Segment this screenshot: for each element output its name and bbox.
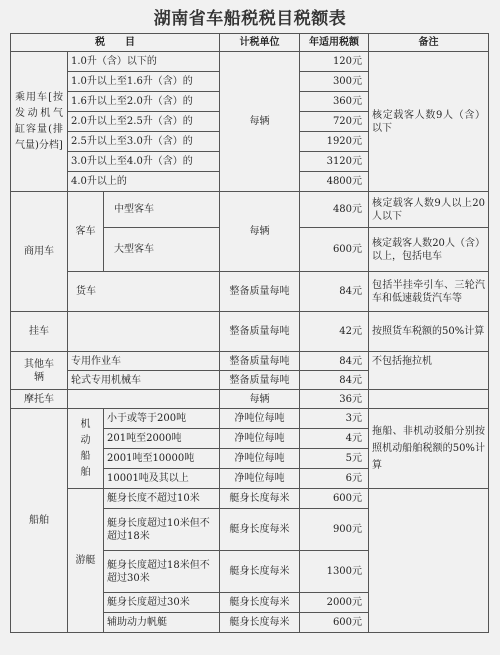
table-row xyxy=(11,52,489,72)
table-row xyxy=(11,352,489,371)
bus-type: 大型客车 xyxy=(104,228,220,272)
trailer-amount: 42元 xyxy=(300,312,369,352)
empty-cell xyxy=(68,312,220,352)
yacht-type: 辅助动力帆艇 xyxy=(104,613,220,633)
passenger-amount: 1920元 xyxy=(300,132,369,152)
motor-amount: 5元 xyxy=(300,449,369,469)
other-unit: 整备质量每吨 xyxy=(220,371,300,390)
bus-unit: 每辆 xyxy=(220,192,300,272)
table-row xyxy=(11,192,489,228)
motor-amount: 6元 xyxy=(300,469,369,489)
empty-cell xyxy=(369,489,489,633)
yacht-label: 游艇 xyxy=(68,489,104,633)
trailer-note: 按照货车税额的50%计算 xyxy=(369,312,489,352)
truck-note: 包括半挂牵引车、三轮汽车和低速载货汽车等 xyxy=(369,272,489,312)
passenger-category: 乘用车[按发动机气缸容量(排气量)分档] xyxy=(11,52,68,192)
bus-note: 核定载客人数20人（含）以上，包括电车 xyxy=(369,228,489,272)
table-row xyxy=(11,409,489,429)
passenger-amount: 3120元 xyxy=(300,152,369,172)
table-header-row xyxy=(11,34,489,52)
table-row xyxy=(11,489,489,509)
yacht-unit: 艇身长度每米 xyxy=(220,613,300,633)
passenger-amount: 300元 xyxy=(300,72,369,92)
table-row xyxy=(11,272,489,312)
bus-amount: 480元 xyxy=(300,192,369,228)
passenger-range: 4.0升以上的 xyxy=(68,172,220,192)
yacht-amount: 900元 xyxy=(300,509,369,551)
other-amount: 84元 xyxy=(300,371,369,390)
passenger-note: 核定载客人数9人（含）以下 xyxy=(369,52,489,192)
passenger-range: 2.5升以上至3.0升（含）的 xyxy=(68,132,220,152)
passenger-amount: 360元 xyxy=(300,92,369,112)
header-note: 备注 xyxy=(369,34,489,52)
motor-note: 拖船、非机动驳船分别按照机动船舶税额的50%计算 xyxy=(369,409,489,489)
bus-amount: 600元 xyxy=(300,228,369,272)
bus-type: 中型客车 xyxy=(104,192,220,228)
bus-label: 客车 xyxy=(68,192,104,272)
passenger-range: 1.0升以上至1.6升（含）的 xyxy=(68,72,220,92)
empty-cell xyxy=(369,390,489,409)
commercial-category: 商用车 xyxy=(11,192,68,312)
passenger-amount: 120元 xyxy=(300,52,369,72)
other-unit: 整备质量每吨 xyxy=(220,352,300,371)
other-type: 专用作业车 xyxy=(68,352,220,371)
motor-unit: 净吨位每吨 xyxy=(220,409,300,429)
motor-unit: 净吨位每吨 xyxy=(220,449,300,469)
header-unit: 计税单位 xyxy=(220,34,300,52)
motor-type: 2001吨至10000吨 xyxy=(104,449,220,469)
yacht-unit: 艇身长度每米 xyxy=(220,551,300,593)
other-type: 轮式专用机械车 xyxy=(68,371,220,390)
truck-unit: 整备质量每吨 xyxy=(220,272,300,312)
empty-cell xyxy=(68,390,220,409)
yacht-unit: 艇身长度每米 xyxy=(220,489,300,509)
table-row xyxy=(11,390,489,409)
other-category: 其他车辆 xyxy=(11,352,68,390)
bus-note: 核定载客人数9人以上20人以下 xyxy=(369,192,489,228)
yacht-amount: 2000元 xyxy=(300,593,369,613)
tax-table xyxy=(10,33,489,633)
yacht-amount: 600元 xyxy=(300,489,369,509)
yacht-unit: 艇身长度每米 xyxy=(220,593,300,613)
vessel-category: 船舶 xyxy=(11,409,68,633)
truck-amount: 84元 xyxy=(300,272,369,312)
passenger-range: 2.0升以上至2.5升（含）的 xyxy=(68,112,220,132)
motor-unit: 净吨位每吨 xyxy=(220,429,300,449)
motor-unit: 净吨位每吨 xyxy=(220,469,300,489)
motorcycle-label: 摩托车 xyxy=(11,390,68,409)
yacht-type: 艇身长度超过30米 xyxy=(104,593,220,613)
header-item: 税 目 xyxy=(11,34,220,52)
yacht-amount: 1300元 xyxy=(300,551,369,593)
yacht-amount: 600元 xyxy=(300,613,369,633)
motor-amount: 3元 xyxy=(300,409,369,429)
passenger-range: 3.0升以上至4.0升（含）的 xyxy=(68,152,220,172)
passenger-unit: 每辆 xyxy=(220,52,300,192)
motorcycle-unit: 每辆 xyxy=(220,390,300,409)
trailer-label: 挂车 xyxy=(11,312,68,352)
yacht-type: 艇身长度超过18米但不超过30米 xyxy=(104,551,220,593)
page-title: 湖南省车船税税目税额表 xyxy=(153,9,347,29)
other-amount: 84元 xyxy=(300,352,369,371)
header-amount: 年适用税额 xyxy=(300,34,369,52)
passenger-amount: 4800元 xyxy=(300,172,369,192)
yacht-type: 艇身长度不超过10米 xyxy=(104,489,220,509)
motor-label: 机动船舶 xyxy=(68,409,104,489)
motor-type: 小于或等于200吨 xyxy=(104,409,220,429)
motorcycle-amount: 36元 xyxy=(300,390,369,409)
yacht-type: 艇身长度超过10米但不超过18米 xyxy=(104,509,220,551)
trailer-unit: 整备质量每吨 xyxy=(220,312,300,352)
truck-label: 货车 xyxy=(68,272,220,312)
table-row xyxy=(11,312,489,352)
other-note: 不包括拖拉机 xyxy=(369,352,489,390)
yacht-unit: 艇身长度每米 xyxy=(220,509,300,551)
passenger-range: 1.0升（含）以下的 xyxy=(68,52,220,72)
motor-type: 201吨至2000吨 xyxy=(104,429,220,449)
passenger-range: 1.6升以上至2.0升（含）的 xyxy=(68,92,220,112)
motor-type: 10001吨及其以上 xyxy=(104,469,220,489)
passenger-amount: 720元 xyxy=(300,112,369,132)
motor-amount: 4元 xyxy=(300,429,369,449)
